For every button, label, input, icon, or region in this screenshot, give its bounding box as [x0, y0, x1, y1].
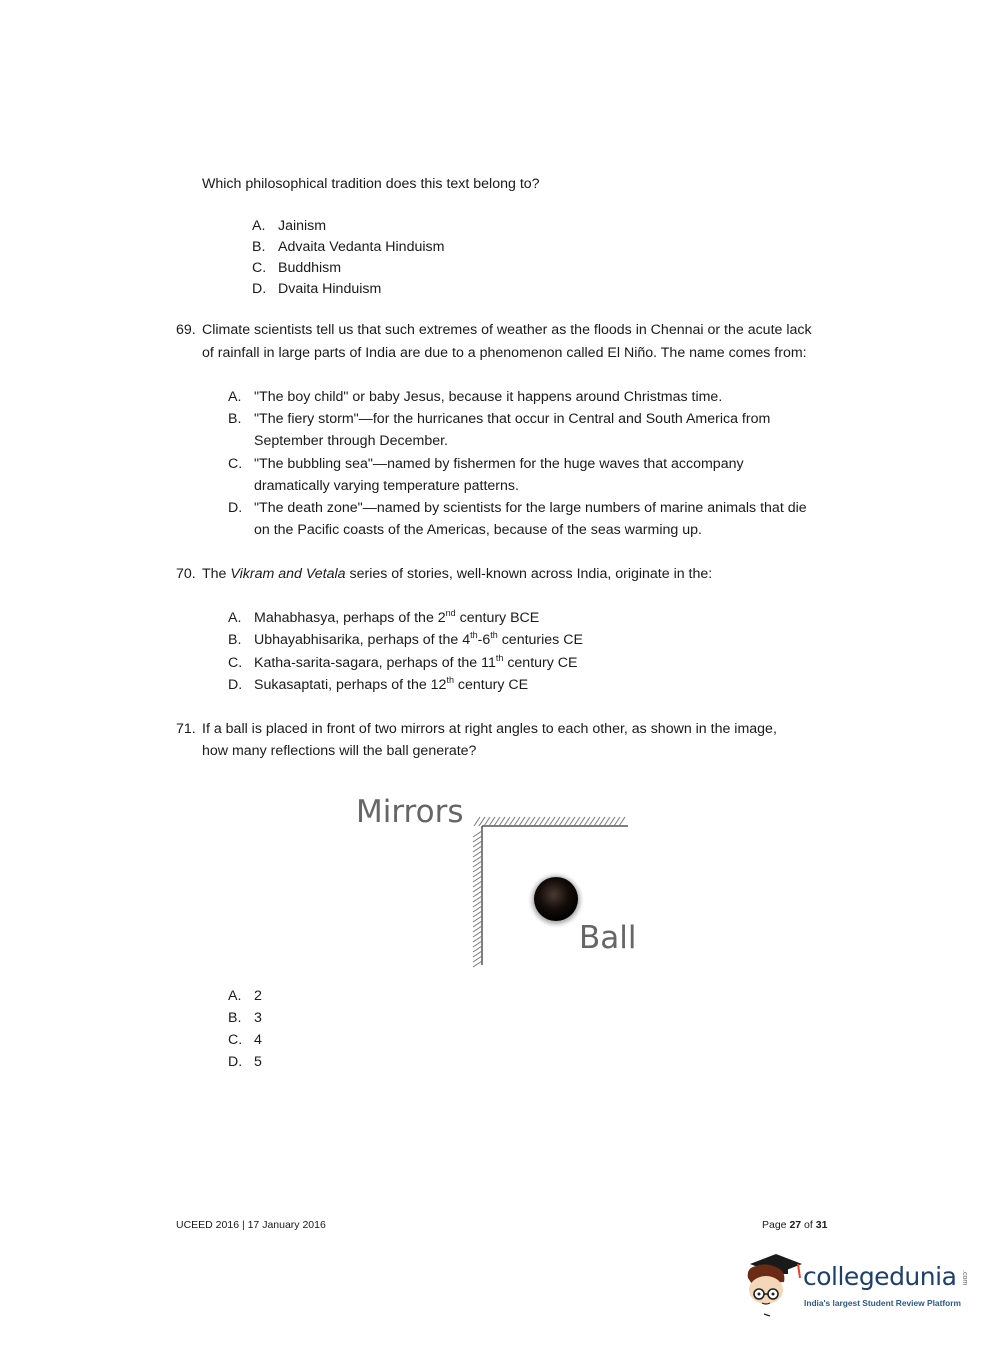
footer-exam-info: UCEED 2016 | 17 January 2016 — [176, 1219, 326, 1231]
mirror-hatch — [559, 817, 565, 826]
option-letter: D. — [228, 500, 243, 516]
ball-label: Ball — [579, 920, 637, 956]
mirror-hatch — [473, 896, 482, 902]
mirror-hatch — [614, 817, 620, 826]
question-text-pre: The — [202, 566, 231, 582]
option-text — [254, 610, 539, 626]
question-number: 71. — [176, 721, 196, 737]
option-letter: C. — [252, 260, 267, 276]
mirrors-figure — [350, 785, 650, 975]
mirror-hatch — [554, 817, 560, 826]
option-text: Buddhism — [278, 260, 342, 276]
footer-page-number — [762, 1219, 827, 1231]
mirror-hatch — [473, 861, 482, 867]
option-letter: D. — [228, 1054, 243, 1070]
option-text-part: centuries CE — [497, 632, 583, 648]
option-letter: A. — [228, 610, 242, 626]
option-superscript: th — [490, 630, 498, 640]
mirror-hatch — [473, 891, 482, 897]
mirror-hatch — [494, 817, 500, 826]
mirror-hatch — [529, 817, 535, 826]
page-of: of — [801, 1219, 816, 1231]
mirror-hatch — [473, 931, 482, 937]
mirror-hatch — [473, 906, 482, 912]
page-prefix: Page — [762, 1219, 790, 1231]
mirror-hatch — [473, 961, 482, 967]
mirror-hatch — [479, 817, 485, 826]
mirror-hatch — [549, 817, 555, 826]
mirror-hatch — [473, 851, 482, 857]
mirror-hatch — [473, 881, 482, 887]
option-text — [254, 632, 583, 648]
mirror-hatch — [514, 817, 520, 826]
option-letter: D. — [252, 281, 267, 297]
mirror-hatch — [473, 886, 482, 892]
question-text-line: Climate scientists tell us that such extremes of weather as the floods in Chennai or the acute lack — [202, 322, 812, 338]
mirror-hatch — [519, 817, 525, 826]
mirror-hatch — [589, 817, 595, 826]
option-text: 4 — [254, 1032, 262, 1048]
mirrors-label: Mirrors — [356, 794, 464, 830]
option-text-part: century CE — [503, 655, 578, 671]
option-text-part: Mahabhasya, perhaps of the 2 — [254, 610, 446, 626]
option-letter: B. — [252, 239, 266, 255]
option-text: 2 — [254, 988, 262, 1004]
brand-tagline: India's largest Student Review Platform — [804, 1298, 961, 1308]
mirror-hatch — [473, 856, 482, 862]
option-superscript: th — [446, 675, 454, 685]
option-text: "The bubbling sea"—named by fishermen for the huge waves that accompany — [254, 456, 744, 472]
option-superscript: th — [495, 653, 504, 663]
mirror-hatch — [473, 841, 482, 847]
option-text — [254, 655, 578, 671]
story-title: Vikram and Vetala — [230, 566, 346, 582]
option-letter: D. — [228, 677, 243, 693]
mirror-hatch — [574, 817, 580, 826]
question-68-prompt: Which philosophical tradition does this text belong to? — [202, 176, 540, 192]
mirror-hatch — [473, 911, 482, 917]
option-letter: A. — [228, 389, 242, 405]
mirror-hatch — [473, 901, 482, 907]
vertical-mirror — [473, 826, 482, 967]
mirror-hatch — [619, 817, 625, 826]
mirror-hatch — [473, 916, 482, 922]
ball — [534, 877, 578, 921]
question-text-line: of rainfall in large parts of India are due to a phenomenon called El Niño. The name comes from: — [202, 345, 807, 361]
option-superscript: nd — [445, 608, 456, 618]
mirror-hatch — [564, 817, 570, 826]
mirror-hatch — [473, 921, 482, 927]
mirror-hatch — [594, 817, 600, 826]
mirror-hatch — [473, 846, 482, 852]
option-letter: A. — [228, 988, 242, 1004]
mirror-hatch — [579, 817, 585, 826]
brand-wordmark: collegedunia — [803, 1262, 957, 1291]
option-letter: C. — [228, 655, 243, 671]
question-text-line: how many reflections will the ball generate? — [202, 743, 477, 759]
option-letter: B. — [228, 1010, 242, 1026]
option-text: "The boy child" or baby Jesus, because it happens around Christmas time. — [254, 389, 723, 405]
mirror-hatch — [473, 871, 482, 877]
mirror-hatch — [569, 817, 575, 826]
option-text: 3 — [254, 1010, 262, 1026]
option-text: 5 — [254, 1054, 262, 1070]
question-text-line: If a ball is placed in front of two mirrors at right angles to each other, as shown in the image, — [202, 721, 777, 737]
option-text: dramatically varying temperature patterns. — [254, 478, 519, 494]
mirror-hatch — [484, 817, 490, 826]
question-number: 69. — [176, 322, 196, 338]
option-letter: C. — [228, 1032, 243, 1048]
option-text-part: century CE — [453, 677, 529, 693]
option-text: Advaita Vedanta Hinduism — [278, 239, 445, 255]
option-text-part: -6 — [477, 632, 491, 648]
mirror-hatch — [499, 817, 505, 826]
mirror-hatch — [473, 946, 482, 952]
mirror-hatch — [524, 817, 530, 826]
option-text-part: Sukasaptati, perhaps of the 12 — [254, 677, 447, 693]
option-superscript: th — [470, 630, 478, 640]
mirror-hatch — [584, 817, 590, 826]
mirror-hatch — [534, 817, 540, 826]
option-text — [254, 677, 528, 693]
mirror-hatch — [473, 951, 482, 957]
question-number: 70. — [176, 566, 196, 582]
option-text-part: Katha-sarita-sagara, perhaps of the 11 — [254, 655, 496, 671]
page-total: 31 — [815, 1219, 828, 1231]
mirror-hatch — [609, 817, 615, 826]
question-text-line — [202, 566, 712, 582]
option-text: on the Pacific coasts of the Americas, because of the seas warming up. — [254, 522, 702, 538]
mirror-hatch — [474, 817, 480, 826]
option-letter: B. — [228, 632, 242, 648]
option-letter: B. — [228, 411, 242, 427]
mirror-hatch — [473, 836, 482, 842]
option-letter: A. — [252, 218, 266, 234]
mirror-hatch — [473, 866, 482, 872]
option-text: Jainism — [278, 218, 327, 234]
mirror-hatch — [539, 817, 545, 826]
mirror-hatch — [504, 817, 510, 826]
option-text: Dvaita Hinduism — [278, 281, 382, 297]
mirror-hatch — [544, 817, 550, 826]
mirror-hatch — [473, 831, 482, 837]
option-text: "The death zone"—named by scientists for the large numbers of marine animals that die — [254, 500, 807, 516]
option-text: September through December. — [254, 433, 449, 449]
mascot-icon — [742, 1250, 804, 1318]
option-letter: C. — [228, 456, 243, 472]
mirror-hatch — [489, 817, 495, 826]
mirror-hatch — [604, 817, 610, 826]
mirror-hatch — [473, 876, 482, 882]
mirror-hatch — [473, 926, 482, 932]
horizontal-mirror — [474, 817, 628, 826]
mirror-hatch — [473, 956, 482, 962]
option-text: "The fiery storm"—for the hurricanes that occur in Central and South America from — [254, 411, 771, 427]
brand-domain: .com — [961, 1270, 968, 1286]
mirror-hatch — [509, 817, 515, 826]
option-text-part: Ubhayabhisarika, perhaps of the 4 — [254, 632, 471, 648]
mirror-hatch — [473, 936, 482, 942]
question-text-post: series of stories, well-known across India, originate in the: — [345, 566, 713, 582]
mirror-hatch — [473, 941, 482, 947]
page-current: 27 — [789, 1219, 802, 1231]
option-text-part: century BCE — [455, 610, 540, 626]
mirror-hatch — [599, 817, 605, 826]
